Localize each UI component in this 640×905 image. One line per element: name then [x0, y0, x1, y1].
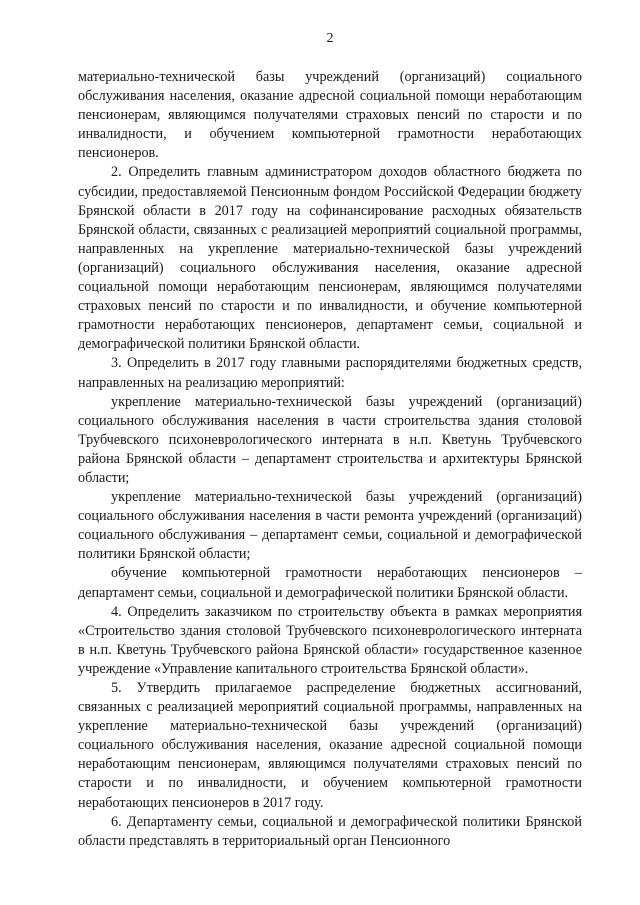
paragraph-4: 4. Определить заказчиком по строительству объекта в рамках мероприятия «Строительство здания столовой Трубчевского психоневрологического интерната в н.п. Кветунь Трубчевского района Брянской области» государственное казенное учреждение «Управление капитального строительства Брянской области». — [78, 603, 582, 677]
paragraph-3: 3. Определить в 2017 году главными распорядителями бюджетных средств, направленных на реализацию мероприятий: — [78, 355, 582, 391]
paragraph-6: 6. Департаменту семьи, социальной и демографической политики Брянской области представлять в территориальный орган Пенсионного — [78, 813, 582, 849]
paragraph-continuation: материально-технической базы учреждений (организаций) социального обслуживания населения, оказание адресной социальной помощи неработающим пенсионерам, являющимся получателями страховых пенсий по старости и по инвалидности, и обучением компьютерной грамотности неработающих пенсионеров. — [78, 69, 582, 162]
paragraph-3-item-1: укрепление материально-технической базы учреждений (организаций) социального обслуживания населения в части строительства здания столовой Трубчевского психоневрологического интерната в н.п. Кветунь Трубчевского района Брянской области – департамент строительства и архитектуры Брянской области; — [78, 393, 582, 486]
paragraph-3-item-2: укрепление материально-технической базы учреждений (организаций) социального обслуживания населения в части ремонта учреждений (организаций) социального обслуживания – департамент семьи, социальной и демографической политики Брянской области; — [78, 489, 582, 563]
paragraph-3-item-3: обучение компьютерной грамотности неработающих пенсионеров – департамент семьи, социальной и демографической политики Брянской области. — [78, 565, 582, 601]
paragraph-5: 5. Утвердить прилагаемое распределение бюджетных ассигнований, связанных с реализацией мероприятий социальной программы, направленных на укрепление материально-технической базы учреждений (организаций) социального обслуживания населения, оказание адресной социальной помощи неработающим пенсионерам, являющимся получателями страховых пенсий по старости и по инвалидности, и обучением компьютерной грамотности неработающих пенсионеров в 2017 году. — [78, 680, 582, 811]
page-number: 2 — [326, 31, 334, 46]
paragraph-2: 2. Определить главным администратором доходов областного бюджета по субсидии, предоставляемой Пенсионным фондом Российской Федерации бюджету Брянской области в 2017 году на софинансирование расходных обязательств Брянской области, связанных с реализацией мероприятий социальной программы, направленных на укрепление материально-технической базы учреждений (организаций) социального обслуживания населения, оказание адресной социальной помощи неработающим пенсионерам, являющимся получателями страховых пенсий по старости и по инвалидности, и обучение компьютерной грамотности неработающих пенсионеров, департамент семьи, социальной и демографической политики Брянской области. — [78, 164, 582, 353]
